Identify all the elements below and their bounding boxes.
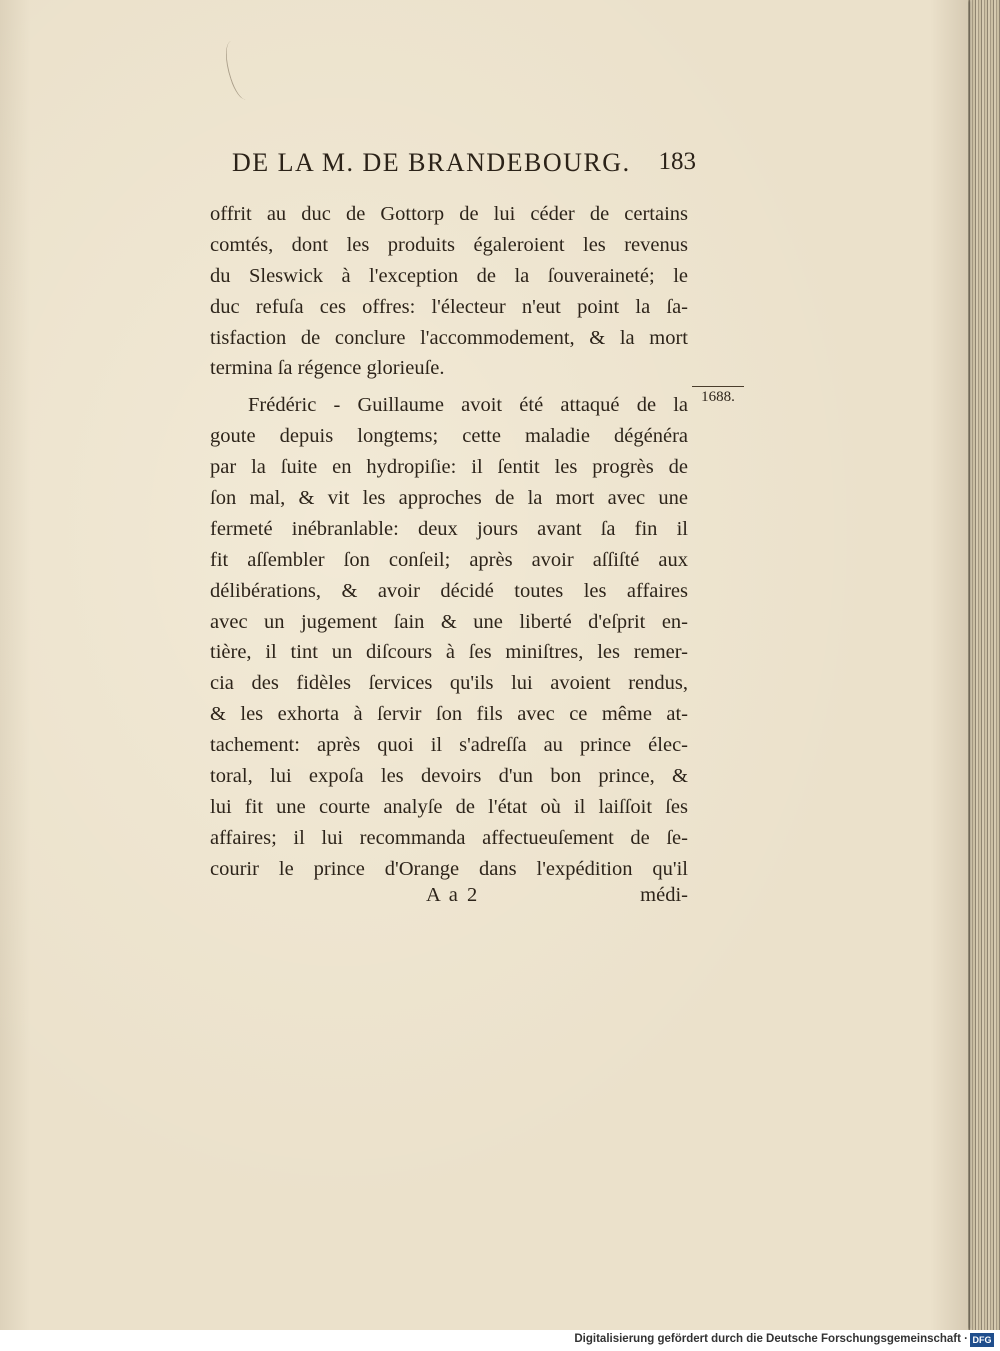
body-text bbox=[210, 199, 688, 885]
running-head-title: DE LA M. DE BRANDEBOURG. bbox=[232, 148, 631, 177]
text-line: tisfaction de conclure l'accommodement, & la mort bbox=[210, 326, 688, 349]
margin-note-year: 1688. bbox=[692, 386, 744, 406]
text-line: & les exhorta à ſervir ſon fils avec ce même at- bbox=[210, 703, 688, 726]
text-line: du Sleswick à l'exception de la ſouveraineté; le bbox=[210, 264, 688, 287]
text-line: cia des fidèles ſervices qu'ils lui avoient rendus, bbox=[210, 672, 688, 695]
text-line: par la ſuite en hydropiſie: il ſentit les progrès de bbox=[210, 456, 688, 479]
text-line: duc refuſa ces offres: l'électeur n'eut point la ſa- bbox=[210, 295, 688, 318]
dfg-logo-icon: DFG bbox=[970, 1333, 994, 1347]
text-line: affaires; il lui recommanda affectueuſement de ſe- bbox=[210, 826, 688, 849]
page-footer bbox=[210, 884, 688, 916]
text-line: tière, il tint un diſcours à ſes miniſtres, les remer- bbox=[210, 641, 688, 664]
digitization-credit-bar bbox=[0, 1330, 1000, 1351]
text-line: Frédéric - Guillaume avoit été attaqué de la bbox=[248, 394, 688, 417]
catchword: médi- bbox=[640, 884, 688, 906]
text-line: courir le prince d'Orange dans l'expédition qu'il bbox=[210, 857, 688, 880]
text-line: tachement: après quoi il s'adreſſa au prince élec- bbox=[210, 734, 688, 757]
text-line: toral, lui expoſa les devoirs d'un bon prince, & bbox=[210, 765, 688, 788]
paper-crease-mark bbox=[219, 38, 258, 102]
page-number: 183 bbox=[658, 148, 696, 175]
text-line: comtés, dont les produits égaleroient les revenus bbox=[210, 233, 688, 256]
text-line: lui fit une courte analyſe de l'état où il laiſſoit ſes bbox=[210, 795, 688, 818]
text-line: goute depuis longtems; cette maladie dégénéra bbox=[210, 425, 688, 448]
text-line: offrit au duc de Gottorp de lui céder de certains bbox=[210, 203, 688, 225]
text-line: fit aſſembler ſon conſeil; après avoir aſſiſté aux bbox=[210, 548, 688, 571]
signature-mark: A a 2 bbox=[426, 884, 480, 906]
text-line: ſon mal, & vit les approches de la mort avec une bbox=[210, 487, 688, 510]
text-line: termina ſa régence glorieuſe. bbox=[210, 357, 445, 380]
credit-text: Digitalisierung gefördert durch die Deutsche Forschungsgemeinschaft · bbox=[574, 1333, 968, 1345]
text-line: délibérations, & avoir décidé toutes les affaires bbox=[210, 579, 688, 602]
running-head bbox=[232, 148, 702, 188]
text-line: fermeté inébranlable: deux jours avant ſa fin il bbox=[210, 517, 688, 540]
text-line: avec un jugement ſain & une liberté d'eſprit en- bbox=[210, 610, 688, 633]
